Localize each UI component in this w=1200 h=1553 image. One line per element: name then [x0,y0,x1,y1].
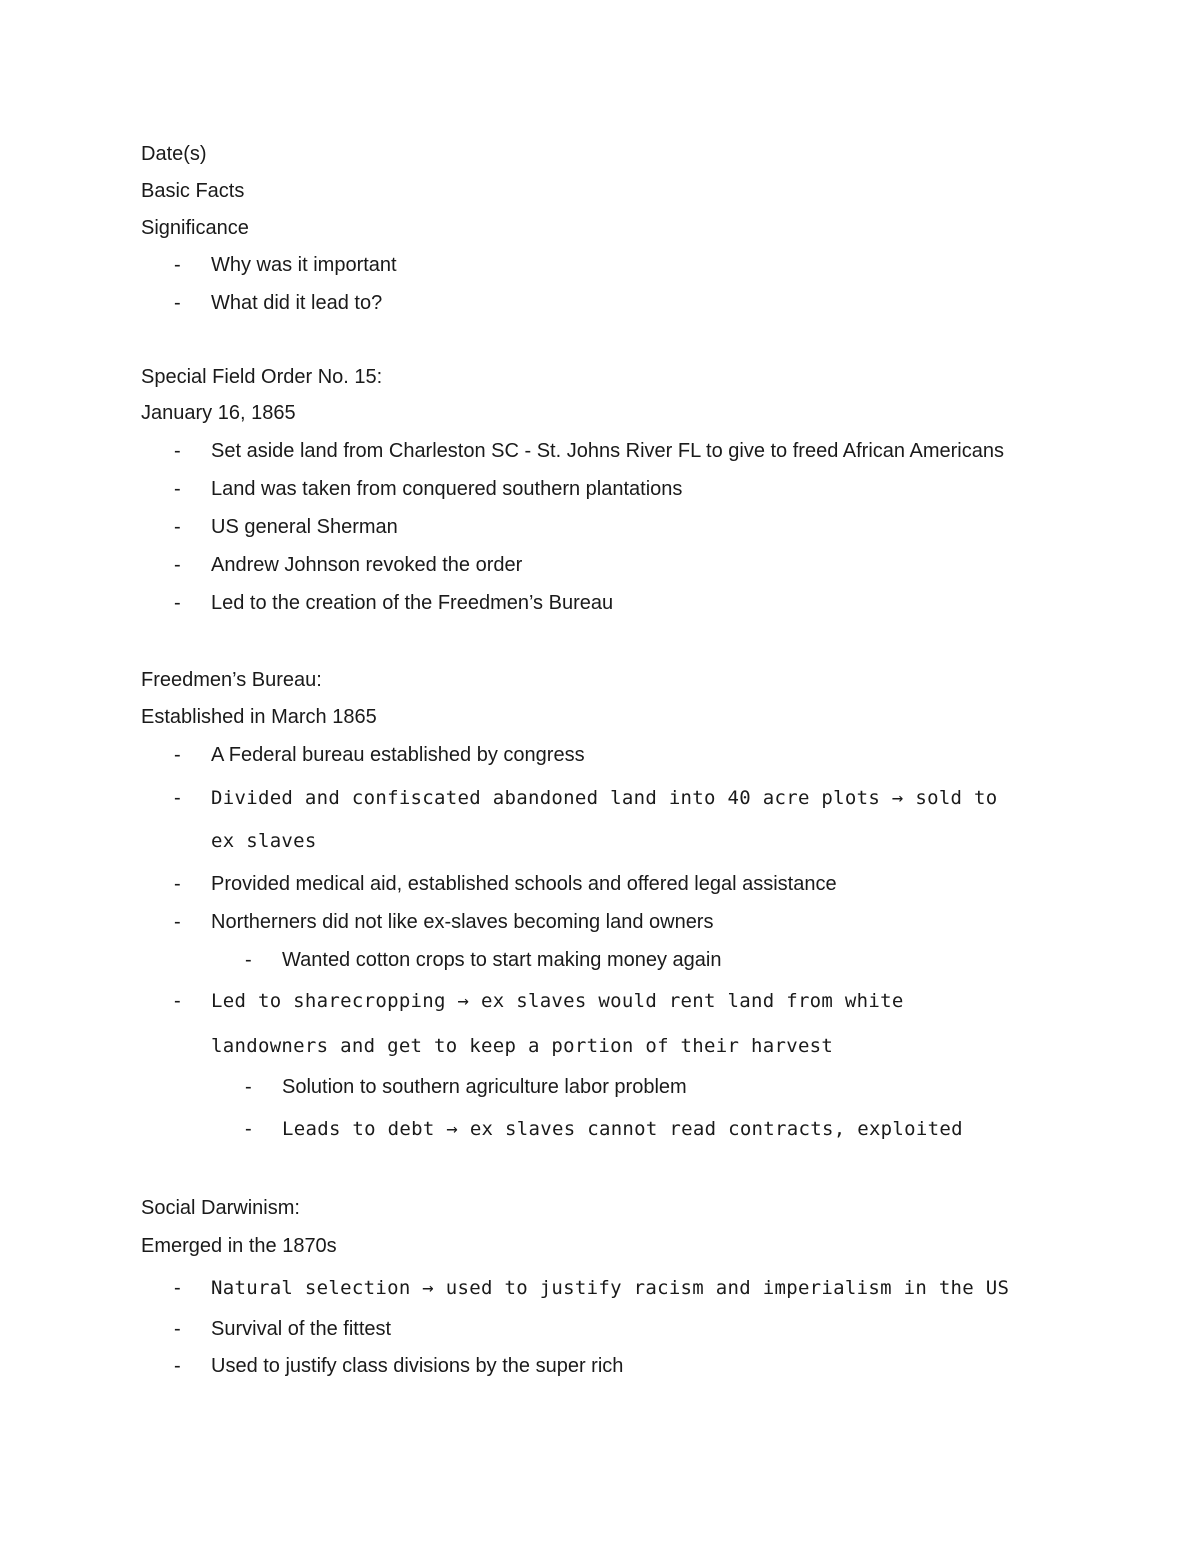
bullet-dash: - [174,292,181,314]
list-item-continuation: landowners and get to keep a portion of their harvest [211,1035,834,1057]
section-title: Special Field Order No. 15: [141,366,383,388]
bullet-dash: - [245,1076,252,1098]
list-item: US general Sherman [211,516,398,538]
list-item: Land was taken from conquered southern plantations [211,478,683,500]
bullet-dash: - [245,949,252,971]
list-item-nested: Solution to southern agriculture labor problem [282,1076,687,1098]
template-basic-facts-label: Basic Facts [141,180,245,202]
list-item-handwritten: Natural selection → used to justify racism and imperialism in the US [211,1277,1010,1299]
list-item-handwritten: Led to sharecropping → ex slaves would rent land from white [211,990,904,1012]
section-date: Established in March 1865 [141,706,377,728]
bullet-dash: - [174,592,181,614]
bullet-dash: - [174,873,181,895]
bullet-dash: - [174,440,181,462]
list-item: Northerners did not like ex-slaves becoming land owners [211,911,714,933]
bullet-dash: - [174,1355,181,1377]
bullet-dash: - [174,1318,181,1340]
list-item: Survival of the fittest [211,1318,392,1340]
bullet-dash: - [174,990,181,1012]
list-item-nested: Wanted cotton crops to start making money again [282,949,722,971]
list-item-nested-handwritten: Leads to debt → ex slaves cannot read contracts, exploited [282,1118,963,1140]
bullet-dash: - [174,478,181,500]
template-significance-label: Significance [141,217,249,239]
list-item: A Federal bureau established by congress [211,744,585,766]
list-item: Set aside land from Charleston SC - St. Johns River FL to give to freed African Americans [211,440,1004,462]
bullet-dash: - [174,911,181,933]
list-item: Used to justify class divisions by the super rich [211,1355,624,1377]
template-bullet: Why was it important [211,254,397,276]
bullet-dash: - [174,254,181,276]
list-item-handwritten: Divided and confiscated abandoned land into 40 acre plots → sold to [211,787,998,809]
section-title: Social Darwinism: [141,1197,300,1219]
list-item: Provided medical aid, established schools and offered legal assistance [211,873,837,895]
bullet-dash: - [245,1118,252,1140]
section-title: Freedmen’s Bureau: [141,669,322,691]
list-item-continuation: ex slaves [211,830,317,852]
template-date-label: Date(s) [141,143,207,165]
template-bullet: What did it lead to? [211,292,383,314]
bullet-dash: - [174,516,181,538]
bullet-dash: - [174,787,181,809]
section-date: January 16, 1865 [141,402,296,424]
bullet-dash: - [174,1277,181,1299]
section-date: Emerged in the 1870s [141,1235,337,1257]
bullet-dash: - [174,554,181,576]
bullet-dash: - [174,744,181,766]
list-item: Andrew Johnson revoked the order [211,554,523,576]
list-item: Led to the creation of the Freedmen’s Bureau [211,592,614,614]
